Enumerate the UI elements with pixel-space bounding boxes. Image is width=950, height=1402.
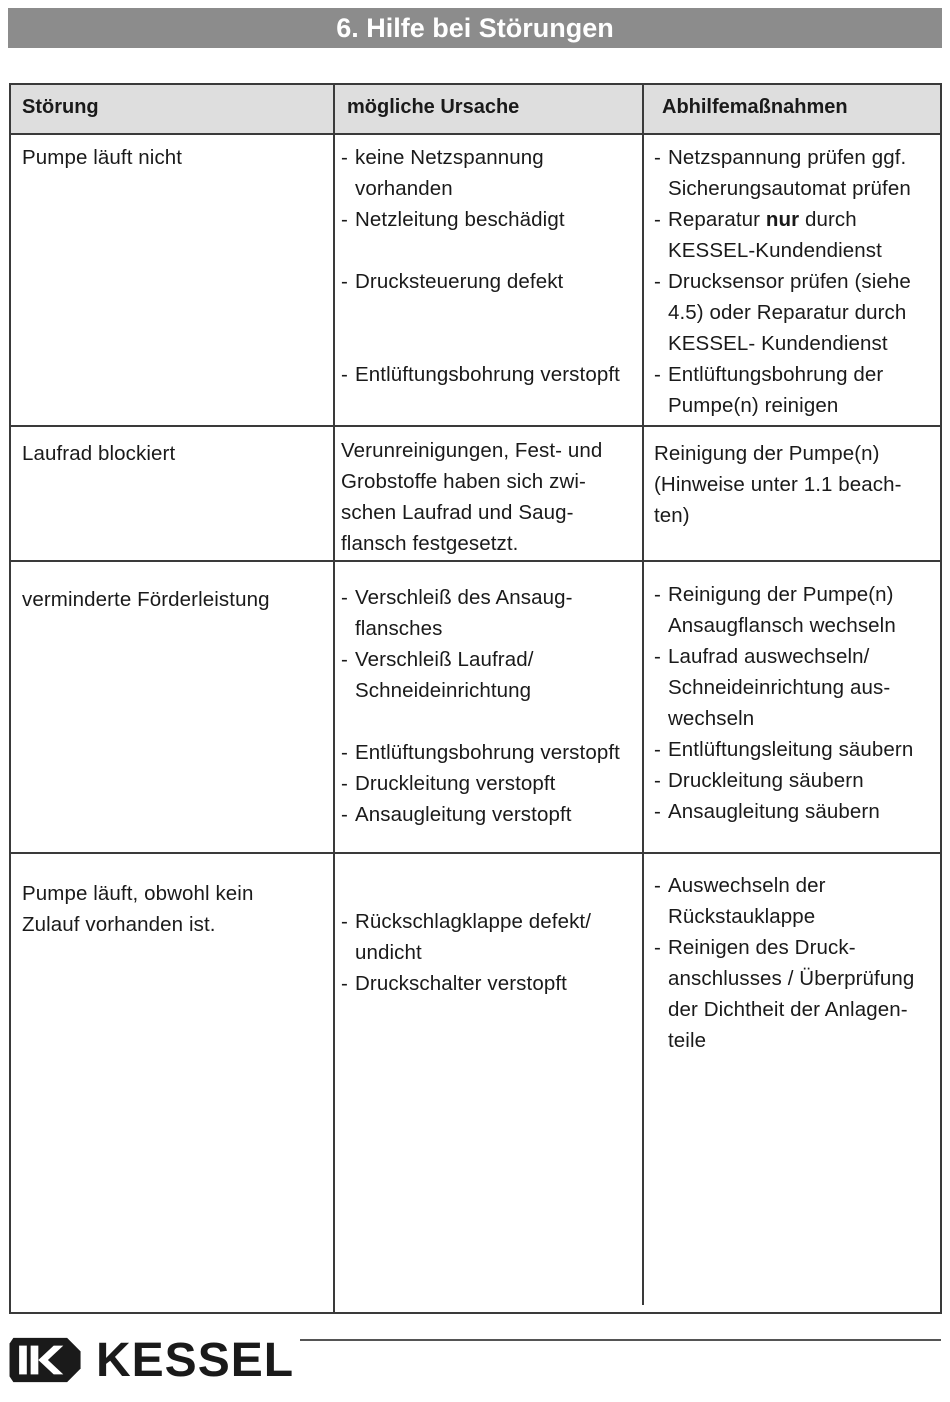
row1-cause-2: - Netzleitung beschädigt — [341, 204, 646, 235]
row1-causes — [341, 142, 646, 390]
row4-fault: Pumpe läuft, obwohl kein Zulauf vorhanden ist. — [22, 882, 254, 936]
row1-cause-1: - keine Netzspannung vorhanden — [341, 142, 646, 204]
row3-remedy-3: - Entlüftungsleitung säubern — [654, 734, 939, 765]
row4-remedies — [654, 870, 939, 1056]
header-remedy: Abhilfemaßnahmen — [662, 96, 848, 118]
row2-remedies: Reinigung der Pumpe(n) (Hinweise unter 1.1 beach- ten) — [654, 442, 902, 527]
row3-remedies — [654, 579, 939, 827]
header-fault: Störung — [22, 96, 99, 118]
row4-causes — [341, 906, 636, 999]
row3-cause-4: - Druckleitung verstopft — [341, 768, 646, 799]
row3-remedy-5: - Ansaugleitung säubern — [654, 796, 939, 827]
row1-remedy-3: - Drucksensor prüfen (siehe 4.5) oder Reparatur durch KESSEL- Kundendienst — [654, 266, 939, 359]
row1-remedies — [654, 142, 939, 421]
row2-fault: Laufrad blockiert — [22, 442, 176, 465]
row3-fault: verminderte Förderleistung — [22, 588, 270, 611]
row4-cause-2: - Druckschalter verstopft — [341, 968, 636, 999]
row1-remedy-2: - Reparatur nur durch KESSEL-Kundendienst — [654, 204, 939, 266]
row3-remedy-1: - Reinigung der Pumpe(n) Ansaugflansch wechseln — [654, 579, 939, 641]
kessel-k-logo-icon — [8, 1336, 84, 1384]
row3-cause-1: - Verschleiß des Ansaug- flansches — [341, 582, 646, 644]
row3-remedy-2: - Laufrad auswechseln/ Schneideinrichtung aus- wechseln — [654, 641, 939, 734]
brand-name: KESSEL — [96, 1334, 295, 1387]
row3-cause-2: - Verschleiß Laufrad/ Schneideinrichtung — [341, 644, 646, 706]
row4-remedy-2: - Reinigen des Druck- anschlusses / Überprüfung der Dichtheit der Anlagen- teile — [654, 932, 939, 1056]
header-cause: mögliche Ursache — [347, 96, 520, 118]
row3-cause-5: - Ansaugleitung verstopft — [341, 799, 646, 830]
page-title: 6. Hilfe bei Störungen — [8, 8, 942, 48]
row2-causes: Verunreinigungen, Fest- und Grobstoffe haben sich zwi- schen Laufrad und Saug- flansch festgesetzt. — [341, 439, 603, 555]
row1-fault: Pumpe läuft nicht — [22, 146, 183, 169]
row4-cause-1: - Rückschlagklappe defekt/ undicht — [341, 906, 636, 968]
row1-remedy-4: - Entlüftungsbohrung der Pumpe(n) reinigen — [654, 359, 939, 421]
footer-rule — [300, 1339, 941, 1341]
row1-cause-4: - Entlüftungsbohrung verstopft — [341, 359, 646, 390]
row3-causes — [341, 582, 646, 830]
row1-remedy-1: - Netzspannung prüfen ggf. Sicherungsautomat prüfen — [654, 142, 939, 204]
row1-cause-3: - Drucksteuerung defekt — [341, 266, 646, 297]
row4-remedy-1: - Auswechseln der Rückstauklappe — [654, 870, 939, 932]
row3-remedy-4: - Druckleitung säubern — [654, 765, 939, 796]
row3-cause-3: - Entlüftungsbohrung verstopft — [341, 737, 646, 768]
